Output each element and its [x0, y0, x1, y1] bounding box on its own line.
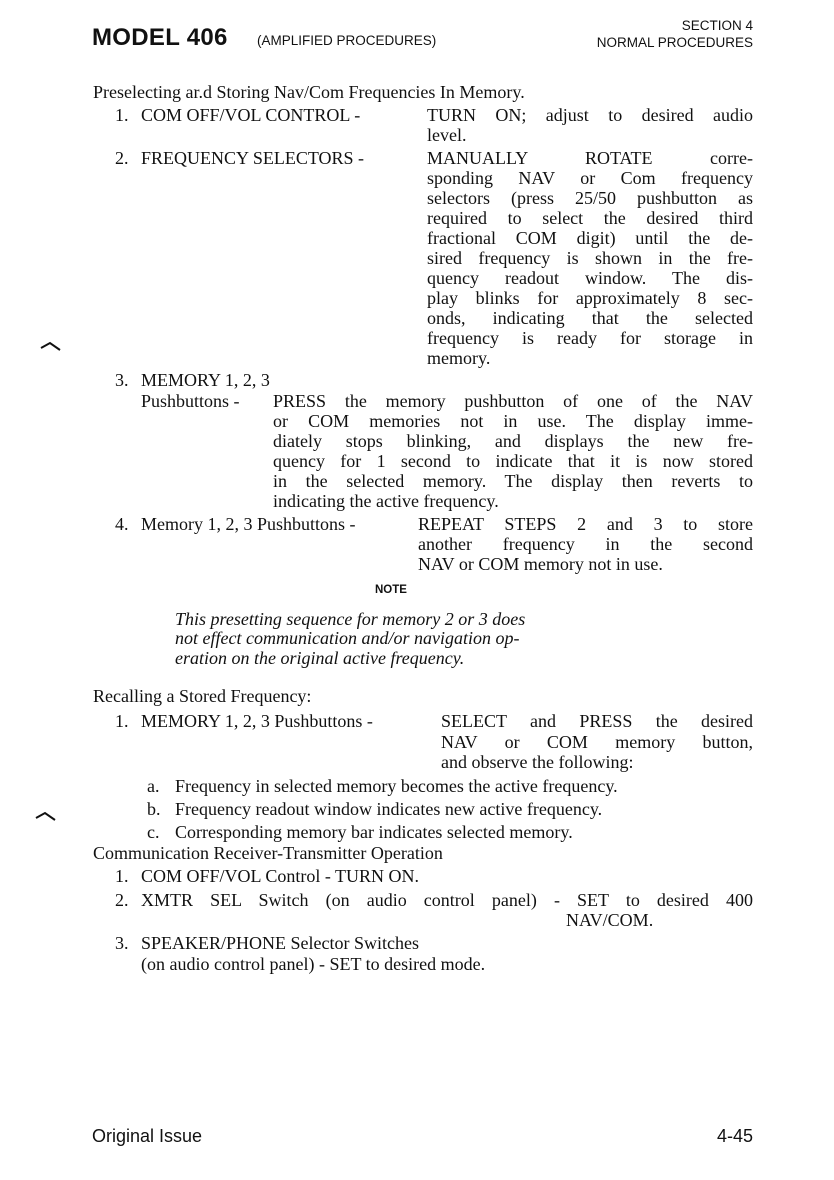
page-number: 4-45 — [716, 1126, 753, 1146]
step-action-line: REPEAT STEPS 2 and 3 to store — [418, 514, 753, 534]
step-text-continued: (on audio control panel) - SET to desired mode. — [141, 954, 486, 974]
step-action-line: quency for 1 second to indicate that it is now stored — [273, 451, 753, 471]
step-action-line: selectors (press 25/50 pushbutton as — [427, 188, 753, 208]
margin-tick-mark — [35, 811, 57, 821]
step-number: 3. — [115, 370, 129, 390]
step-action-line: NAV or COM memory not in use. — [418, 554, 663, 574]
footer-issue: Original Issue — [92, 1126, 203, 1146]
sub-step-text: Frequency in selected memory becomes the active frequency. — [175, 776, 618, 796]
comm-heading: Communication Receiver-Transmitter Operation — [93, 843, 443, 863]
margin-tick-mark — [40, 341, 62, 351]
step-action-line: MANUALLY ROTATE corre- — [427, 148, 753, 168]
step-action-line: SELECT and PRESS the desired — [441, 711, 753, 731]
step-action-line: sponding NAV or Com frequency — [427, 168, 753, 188]
sub-step-text: Corresponding memory bar indicates selected memory. — [175, 822, 573, 842]
step-item: MEMORY 1, 2, 3 — [141, 370, 270, 390]
step-action-line: memory. — [427, 348, 491, 368]
section-title: NORMAL PROCEDURES — [596, 35, 753, 50]
step-number: 1. — [115, 711, 129, 731]
step-text-continued: NAV/COM. — [566, 910, 654, 930]
step-number: 4. — [115, 514, 129, 534]
step-action-line: indicating the active frequency. — [273, 491, 499, 511]
sub-step-letter: c. — [147, 822, 160, 842]
step-action-line: level. — [427, 125, 467, 145]
step-item: FREQUENCY SELECTORS - — [141, 148, 365, 168]
step-number: 1. — [115, 866, 129, 886]
step-text: XMTR SEL Switch (on audio control panel) - SET to desired 400 — [141, 890, 753, 910]
note-heading: NOTE — [375, 584, 407, 596]
section-number: SECTION 4 — [681, 18, 753, 33]
preselect-heading: Preselecting ar.d Storing Nav/Com Frequencies In Memory. — [93, 82, 525, 102]
step-text: COM OFF/VOL Control - TURN ON. — [141, 866, 420, 886]
note-line: eration on the original active frequency. — [175, 648, 465, 668]
step-item: COM OFF/VOL CONTROL - — [141, 105, 361, 125]
step-action-line: quency readout window. The dis- — [427, 268, 753, 288]
note-line: This presetting sequence for memory 2 or 3 does — [175, 609, 526, 629]
step-action-line: TURN ON; adjust to desired audio — [427, 105, 753, 125]
recall-heading: Recalling a Stored Frequency: — [93, 686, 312, 706]
step-item: Memory 1, 2, 3 Pushbuttons - — [141, 514, 356, 534]
step-item: Pushbuttons - — [141, 391, 240, 411]
step-number: 2. — [115, 148, 129, 168]
step-text: SPEAKER/PHONE Selector Switches — [141, 933, 419, 953]
model-title: MODEL 406 — [92, 24, 228, 51]
step-action-line: required to select the desired third — [427, 208, 753, 228]
page-subtitle: (AMPLIFIED PROCEDURES) — [257, 33, 437, 48]
step-number: 1. — [115, 105, 129, 125]
step-action-line: frequency is ready for storage in — [427, 328, 753, 348]
step-action-line: another frequency in the second — [418, 534, 753, 554]
step-action-line: fractional COM digit) until the de- — [427, 228, 753, 248]
sub-step-letter: b. — [147, 799, 161, 819]
step-item: MEMORY 1, 2, 3 Pushbuttons - — [141, 711, 373, 731]
step-action-line: NAV or COM memory button, — [441, 732, 753, 752]
step-number: 2. — [115, 890, 129, 910]
sub-step-letter: a. — [147, 776, 160, 796]
step-action-line: play blinks for approximately 8 sec- — [427, 288, 753, 308]
step-action-line: PRESS the memory pushbutton of one of the NAV — [273, 391, 753, 411]
sub-step-text: Frequency readout window indicates new active frequency. — [175, 799, 603, 819]
step-action-line: onds, indicating that the selected — [427, 308, 753, 328]
step-action-line: sired frequency is shown in the fre- — [427, 248, 753, 268]
step-number: 3. — [115, 933, 129, 953]
note-line: not effect communication and/or navigation op- — [175, 628, 520, 648]
step-action-line: and observe the following: — [441, 752, 634, 772]
step-action-line: in the selected memory. The display then reverts to — [273, 471, 753, 491]
step-action-line: or COM memories not in use. The display imme- — [273, 411, 753, 431]
step-action-line: diately stops blinking, and displays the new fre- — [273, 431, 753, 451]
